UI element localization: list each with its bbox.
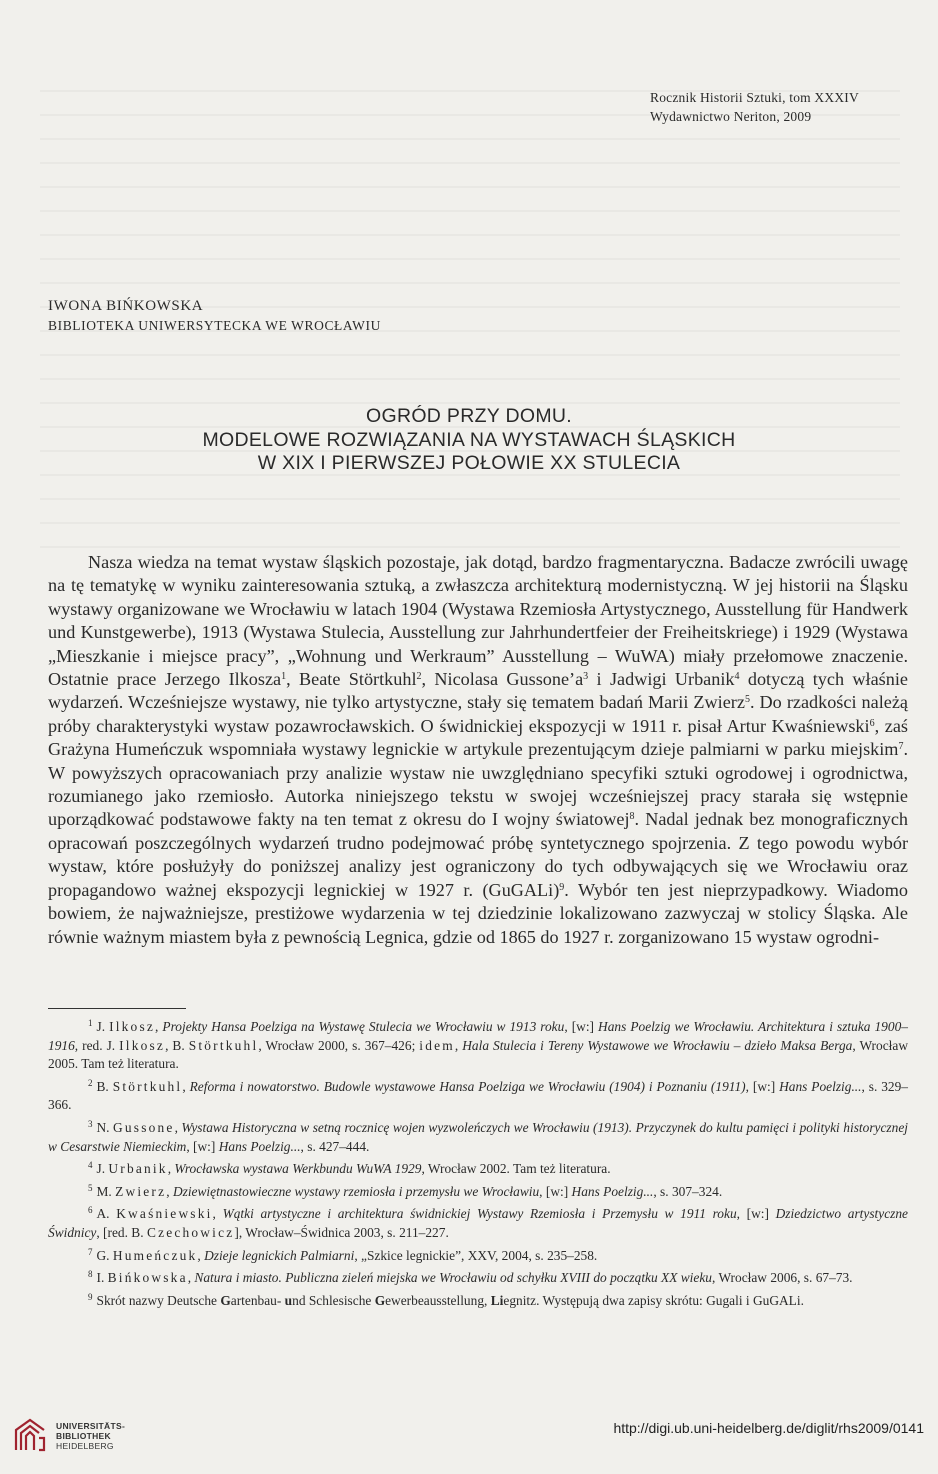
text-run: , s. 427–444. [300, 1138, 370, 1154]
text-run: J. [96, 1019, 110, 1034]
text-run: G. [96, 1247, 113, 1263]
text-run: . W powyższych opracowaniach przy analizie wystaw nie uwzględniano specyfiki sztuki ogrodowej i ogrodnictwa, rozumianego jako rzemiosło. Autorka niniejszego tekstu w swojej wcześniejszej pracy starała się wstępnie uporządkować podstawowe fakty na ten temat z okresu do I wojny światowej [48, 739, 908, 830]
work-title: Wątki artystyczne i architektura świdnickiej Wystawy Rzemiosła i Przemysłu w 1911 roku [222, 1206, 737, 1222]
abbrev-letter: Li [490, 1292, 504, 1308]
text-run: dotyczą tych właśnie wydarzeń. Wcześniejsze wystawy, nie tylko artystyczne, stały się tematem badań Marii Zwierz [48, 669, 908, 713]
author-block [48, 296, 381, 336]
footnote-number: 3 [88, 1118, 93, 1129]
footnote-9 [48, 1288, 908, 1311]
text-run: , Wrocław 2005. Tam też literatura. [48, 1037, 908, 1072]
text-run: , [red. B. [96, 1224, 147, 1240]
author-name: IWONA BIŃKOWSKA [48, 298, 204, 314]
logo-line: HEIDELBERG [56, 1441, 114, 1451]
text-run: , Wrocław 2002. Tam też literatura. [421, 1161, 611, 1177]
text-run: B. [96, 1078, 113, 1094]
work-title: Dziewiętnastowieczne wystawy rzemiosła i przemysłu we Wrocławiu [172, 1183, 540, 1199]
text-run: ewerbeausstellung, [385, 1292, 491, 1308]
footnote-ref[interactable]: 1 [281, 671, 287, 683]
text-run: , [454, 1037, 463, 1053]
author-surname: Gussone [113, 1119, 175, 1135]
work-title: Hala Stulecia i Tereny Wystawowe we Wrocławiu – dzieło Maksa Berga [462, 1037, 853, 1053]
author-surname: Urbanik [108, 1161, 168, 1177]
text-run: i Jadwigi Urbanik [588, 669, 735, 690]
text-run: , [w:] [539, 1183, 572, 1199]
work-title: Projekty Hansa Poelziga na Wystawę Stulecia we Wrocławiu w 1913 roku [162, 1019, 565, 1034]
work-title: Reforma i nowatorstwo. Budowle wystawowe Hansa Poelziga we Wrocławiu (1904) i Poznaniu (1911) [189, 1078, 746, 1094]
footnote-ref[interactable]: 2 [416, 671, 422, 683]
logo-line: BIBLIOTHEK [56, 1431, 111, 1441]
author-surname: idem [419, 1037, 455, 1053]
text-run: Nasza wiedza na temat wystaw śląskich pozostaje, jak dotąd, bardzo fragmentaryczna. Badacze zwrócili uwagę na tę tematykę w wyniku zainteresowania sztuką, a zwłaszcza architekturą modernistyczną. W jej historii na Śląsku wystawy organizowane we Wrocławiu w latach 1904 (Wystawa Rzemiosła Artystycznego, Ausstellung für Handwerk und Kunstgewerbe), 1913 (Wystawa Stulecia, Ausstellung zur Jahrhundertfeier der Freiheitskriege) i 1929 (Wystawa „Mieszkanie i miejsce pracy”, „Wohnung und Werkraum” Ausstellung – WuWA) miały przełomowe znaczenie. Ostatnie prace Jerzego Ilkosza [48, 552, 908, 690]
text-run: M. [96, 1183, 116, 1199]
text-run: , [155, 1019, 163, 1034]
text-run: , s. 329–366. [48, 1078, 908, 1113]
abbrev-letter: G [374, 1292, 386, 1308]
work-title: Natura i miasto. Publiczna zieleń miejska we Wrocławiu od schyłku XVIII do początku XX wieku [194, 1270, 712, 1286]
logo-line: UNIVERSITÄTS- [56, 1421, 126, 1431]
article-title [48, 405, 890, 476]
footnote-ref[interactable]: 7 [898, 741, 904, 753]
text-run: artenbau- [230, 1292, 285, 1308]
text-run: ], Wrocław–Świdnica 2003, s. 211–227. [234, 1224, 449, 1240]
text-run: , Wrocław 2006, s. 67–73. [711, 1270, 853, 1286]
abbrev-letter: u [284, 1292, 293, 1308]
title-line-3: W XIX I PIERWSZEJ POŁOWIE XX STULECIA [257, 452, 681, 474]
footnote-ref[interactable]: 5 [744, 694, 750, 706]
title-line-2: MODELOWE ROZWIĄZANIA NA WYSTAWACH ŚLĄSKICH [202, 428, 736, 451]
journal-title: Rocznik Historii Sztuki, tom XXXIV [650, 90, 859, 105]
author-surname: Ilkosz [109, 1019, 156, 1034]
work-title: Hans Poelzig... [571, 1183, 654, 1199]
footnote-number: 6 [88, 1205, 93, 1216]
author-surname: Czechowicz [146, 1224, 235, 1240]
abbrev-letter: G [220, 1292, 231, 1308]
text-run: , [w:] [186, 1138, 219, 1154]
text-run: , [174, 1119, 182, 1135]
text-run: . Do rzadkości należą próby charakterystyki wystaw pozawrocławskich. O świdnickiej ekspozycji w 1911 r. pisał Artur Kwaśniewski [48, 692, 908, 736]
footnote-number: 7 [88, 1246, 93, 1257]
footnote-number: 1 [88, 1018, 93, 1028]
title-line-1: OGRÓD PRZY DOMU. [366, 405, 572, 427]
text-run: . Nadal jednak bez monograficznych opracowań poszczególnych wydarzeń trudno podejmować próbę syntetycznego spojrzenia. Z tego powodu wybór wystaw, które posłużyły do poniższej analizy jest ograniczony do tych odbywających się we Wrocławiu oraz propagandowo ważnej ekspozycji legnickiej w 1927 r. (GuGALi) [48, 809, 909, 900]
work-title: Wystawa Historyczna w setną rocznicę wojen wyzwoleńczych we Wrocławiu (1913). Przyczynek do kultu pamięci i polityki historycznej w Cesarstwie Niemieckim [48, 1119, 908, 1154]
work-title: Dziedzictwo artystyczne Świdnicy [48, 1206, 908, 1240]
text-run: nd Schlesische [292, 1292, 375, 1308]
text-run: Skrót nazwy Deutsche [96, 1292, 221, 1308]
work-title: Hans Poelzig... [218, 1138, 301, 1154]
text-run: N. [96, 1119, 114, 1135]
journal-publisher: Wydawnictwo Neriton, 2009 [650, 109, 812, 124]
work-title: Hans Poelzig... [779, 1078, 862, 1094]
footnote-separator [48, 1008, 186, 1009]
footnote-1 [48, 1014, 908, 1074]
text-run: , B. [165, 1037, 189, 1053]
text-run: , [182, 1078, 190, 1094]
footnote-2 [48, 1074, 908, 1115]
footnote-3 [48, 1115, 908, 1156]
text-run: , [w:] [745, 1078, 780, 1094]
text-run: , [212, 1206, 223, 1222]
main-text [48, 551, 908, 949]
text-run: , red. J. [74, 1037, 120, 1053]
author-surname: Ilkosz [119, 1037, 166, 1053]
text-run: , [187, 1270, 195, 1286]
footnote-number: 2 [88, 1077, 93, 1088]
text-run: J. [96, 1161, 109, 1177]
text-run: , [197, 1247, 205, 1263]
footnote-7 [48, 1243, 908, 1266]
footnote-ref[interactable]: 9 [559, 881, 565, 893]
footnote-8 [48, 1265, 908, 1288]
footnotes [48, 1014, 908, 1310]
permalink-url[interactable]: http://digi.ub.uni-heidelberg.de/diglit/rhs2009/0141 [613, 1420, 924, 1436]
text-run: , „Szkice legnickie”, XXV, 2004, s. 235–258. [354, 1247, 598, 1263]
library-logo-icon[interactable] [10, 1416, 50, 1456]
author-surname: Störtkuhl [188, 1037, 259, 1053]
footnote-6 [48, 1201, 908, 1242]
footnote-4 [48, 1156, 908, 1179]
footnote-ref[interactable]: 3 [583, 671, 589, 683]
author-surname: Humeńczuk [112, 1247, 198, 1263]
footnote-number: 8 [88, 1269, 93, 1280]
text-run: , Nicolasa Gussone’a [421, 669, 584, 690]
author-surname: Bińkowska [107, 1270, 188, 1286]
footnote-ref[interactable]: 8 [629, 811, 635, 823]
work-title: Hans Poelzig we Wrocławiu. Architektura i sztuka 1900–1916 [48, 1019, 908, 1053]
footnote-number: 4 [88, 1160, 93, 1171]
text-run: , s. 307–324. [653, 1183, 723, 1199]
page-footer [0, 1408, 938, 1474]
text-run: egnitz. Występują dwa zapisy skrótu: Gugali i GuGALi. [503, 1292, 804, 1308]
text-run: , [w:] [564, 1019, 599, 1034]
text-run: A. [96, 1206, 117, 1222]
text-run: , Wrocław 2000, s. 367–426; [258, 1037, 420, 1053]
author-affiliation: BIBLIOTEKA UNIWERSYTECKA WE WROCŁAWIU [48, 318, 381, 333]
footnote-number: 5 [88, 1182, 93, 1193]
text-run: , zaś Grażyna Humeńczuk wspomniała wystawy legnickie w artykule prezentującym dzieje palmiarni w parku miejskim [48, 715, 908, 760]
author-surname: Zwierz [115, 1183, 167, 1199]
journal-header [650, 88, 859, 126]
text-run: I. [96, 1270, 108, 1286]
work-title: Wrocławska wystawa Werkbundu WuWA 1929 [174, 1161, 422, 1177]
author-surname: Störtkuhl [112, 1078, 183, 1094]
footnote-ref[interactable]: 6 [869, 717, 875, 729]
footnote-ref[interactable]: 4 [734, 671, 740, 683]
footnote-5 [48, 1179, 908, 1202]
work-title: Dzieje legnickich Palmiarni [204, 1247, 355, 1263]
author-surname: Kwaśniewski [116, 1206, 213, 1222]
paragraph [48, 551, 908, 949]
text-run: , [167, 1161, 175, 1177]
text-run: , [w:] [736, 1206, 776, 1222]
footnote-number: 9 [88, 1291, 93, 1302]
text-run: , Beate Störtkuhl [286, 669, 417, 690]
text-run: . Wybór ten jest nieprzypadkowy. Wiadomo bowiem, że najważniejsze, prestiżowe wydarzenia w tej dziedzinie lokalizowano zazwyczaj w stolicy Śląska. Ale równie ważnym miastem była z pewnością Legnica, gdzie od 1865 do 1927 r. zorganizowano 15 wystaw ogrodni- [48, 879, 908, 947]
text-run: , [166, 1183, 173, 1199]
library-logo-text [56, 1421, 125, 1451]
